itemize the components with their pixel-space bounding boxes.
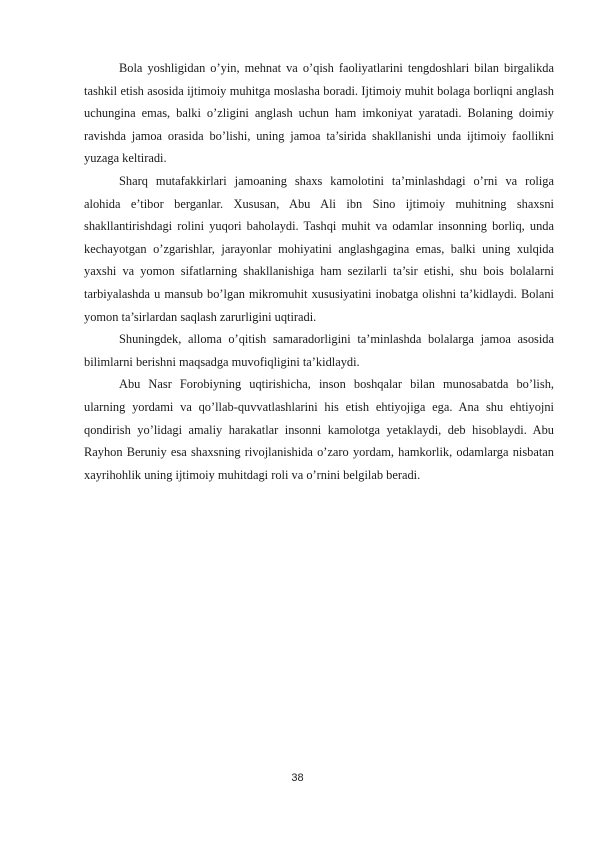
paragraph: Sharq mutafakkirlari jamoaning shaxs kamolotini ta’minlashdagi o’rni va roliga alohida e’tibor berganlar. Xususan, Abu Ali ibn Sino ijtimoiy muhitning shaxsni shakllantirishdagi rolini yuqori baholaydi. Tashqi muhit va odamlar insonning borliq, unda kechayotgan o’zgarishlar, jarayonlar mohiyatini anglashgagina emas, balki uning xulqida yaxshi va yomon sifatlarning shakllanishiga ham sezilarli ta’sir etishi, shu bois bolalarni tarbiyalashda u mansub bo’lgan mikromuhit xususiyatini inobatga olishni ta’kidlaydi. Bolani yomon ta’sirlardan saqlash zarurligini uqtiradi. xyxy=(84,173,554,324)
paragraph: Bola yoshligidan o’yin, mehnat va o’qish faoliyatlarini tengdoshlari bilan birgalikda tashkil etish asosida ijtimoiy muhitga moslasha boradi. Ijtimoiy muhit bolaga borliqni anglash uchungina emas, balki o’zligini anglash uchun ham imkoniyat yaratadi. Bolaning doimiy ravishda jamoa orasida bo’lishi, uning jamoa ta’sirida shakllanishi unda ijtimoiy faollikni yuzaga keltiradi. xyxy=(84,61,554,166)
paragraph: Abu Nasr Forobiyning uqtirishicha, inson boshqalar bilan munosabatda bo’lish, ularning yordami va qo’llab-quvvatlashlarini his etish ehtiyojiga ega. Ana shu ehtiyojni qondirish yo’lidagi amaliy harakatlar insonni kamolotga yetaklaydi, deb hisoblaydi. Abu Rayhon Beruniy esa shaxsning rivojlanishida o’zaro yordam, hamkorlik, odamlarga nisbatan xayrihohlik uning ijtimoiy muhitdagi roli va o’rnini belgilab beradi. xyxy=(84,377,554,482)
page-number: 38 xyxy=(291,772,304,784)
document-body xyxy=(84,57,554,486)
paragraph: Shuningdek, alloma o’qitish samaradorligini ta’minlashda bolalarga jamoa asosida bilimlarni berishni maqsadga muvofiqligini ta’kidlaydi. xyxy=(84,332,554,369)
